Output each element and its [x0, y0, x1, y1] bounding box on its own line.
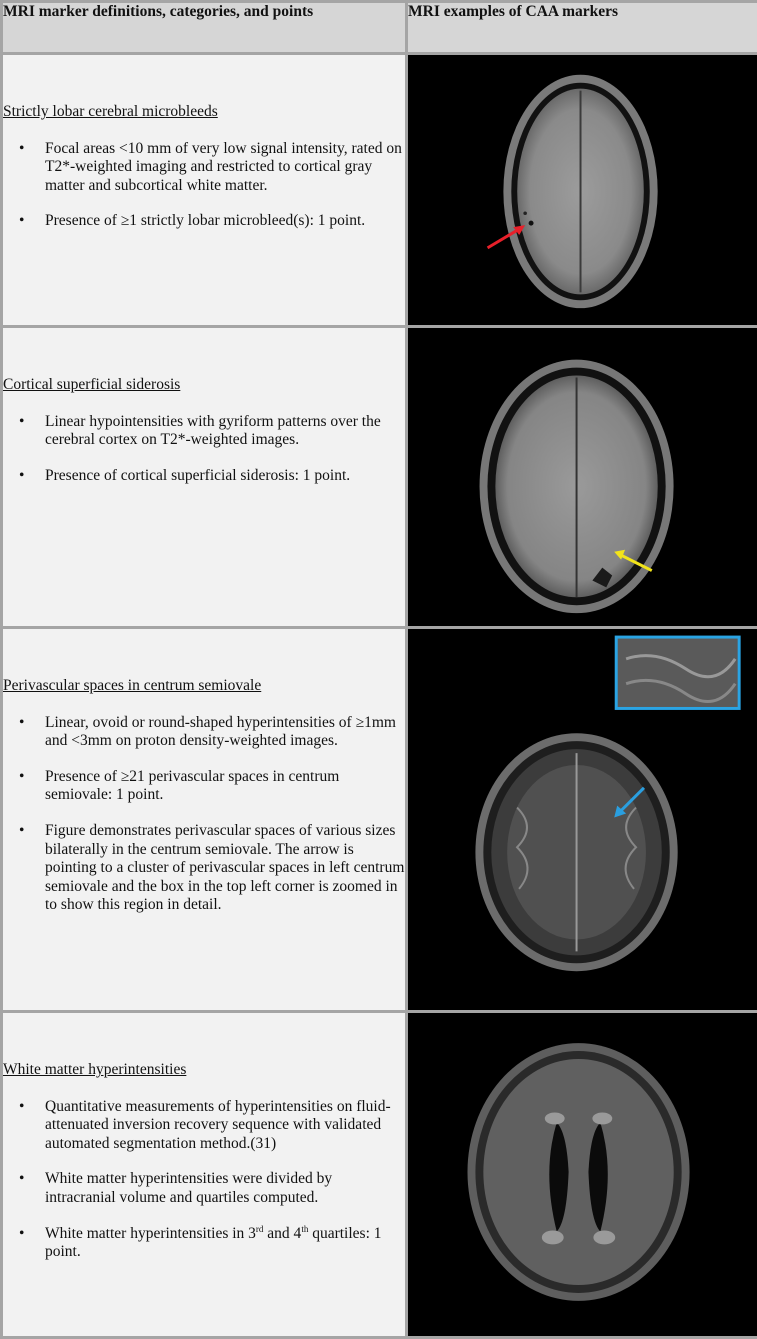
bullet-item: • Presence of ≥21 perivascular spaces in centrum semiovale: 1 point. — [3, 768, 405, 805]
bullet-item: • White matter hyperintensities in 3rd and 4th quartiles: 1 point. — [3, 1225, 405, 1262]
row-perivascular-text — [2, 628, 407, 1012]
bullet-item: • White matter hyperintensities were divided by intracranial volume and quartiles computed. — [3, 1170, 405, 1207]
brain-scan-pd — [408, 629, 757, 1010]
row-wmh-text — [2, 1012, 407, 1338]
bullet-item: • Presence of ≥1 strictly lobar microbleed(s): 1 point. — [3, 212, 405, 231]
brain-scan-swi-2 — [408, 328, 757, 626]
brain-scan-flair — [408, 1013, 757, 1336]
bullet-item: • Linear hypointensities with gyriform patterns over the cerebral cortex on T2*-weighted images. — [3, 413, 405, 450]
bullet-list — [3, 413, 405, 486]
header-definitions: MRI marker definitions, categories, and points — [2, 2, 407, 54]
bullet-item: • Focal areas <10 mm of very low signal intensity, rated on T2*-weighted imaging and restricted to cortical gray matter and subcortical white matter. — [3, 140, 405, 196]
row-title: White matter hyperintensities — [3, 1061, 187, 1078]
mri-wmh-image — [407, 1012, 757, 1338]
row-siderosis-text — [2, 327, 407, 628]
row-title: Perivascular spaces in centrum semiovale — [3, 677, 262, 694]
mri-siderosis-image — [407, 327, 757, 628]
bullet-item: • Linear, ovoid or round-shaped hyperintensities of ≥1mm and <3mm on proton density-weighted images. — [3, 714, 405, 751]
bullet-list — [3, 1098, 405, 1262]
mri-microbleeds-image — [407, 54, 757, 327]
bullet-item: • Presence of cortical superficial siderosis: 1 point. — [3, 467, 405, 486]
bullet-item: • Quantitative measurements of hyperintensities on fluid-attenuated inversion recovery sequence with validated automated segmentation method.(31) — [3, 1098, 405, 1154]
bullet-list — [3, 140, 405, 231]
brain-scan-swi-1 — [408, 55, 757, 325]
row-microbleeds-text — [2, 54, 407, 327]
bullet-list — [3, 714, 405, 915]
mri-perivascular-image — [407, 628, 757, 1012]
row-title: Strictly lobar cerebral microbleeds — [3, 103, 218, 120]
bullet-item: • Figure demonstrates perivascular spaces of various sizes bilaterally in the centrum semiovale. The arrow is pointing to a cluster of perivascular spaces in left centrum semiovale and the box in the top left corner is zoomed in to show this region in detail. — [3, 822, 405, 915]
row-title: Cortical superficial siderosis — [3, 376, 181, 393]
header-examples: MRI examples of CAA markers — [407, 2, 757, 54]
